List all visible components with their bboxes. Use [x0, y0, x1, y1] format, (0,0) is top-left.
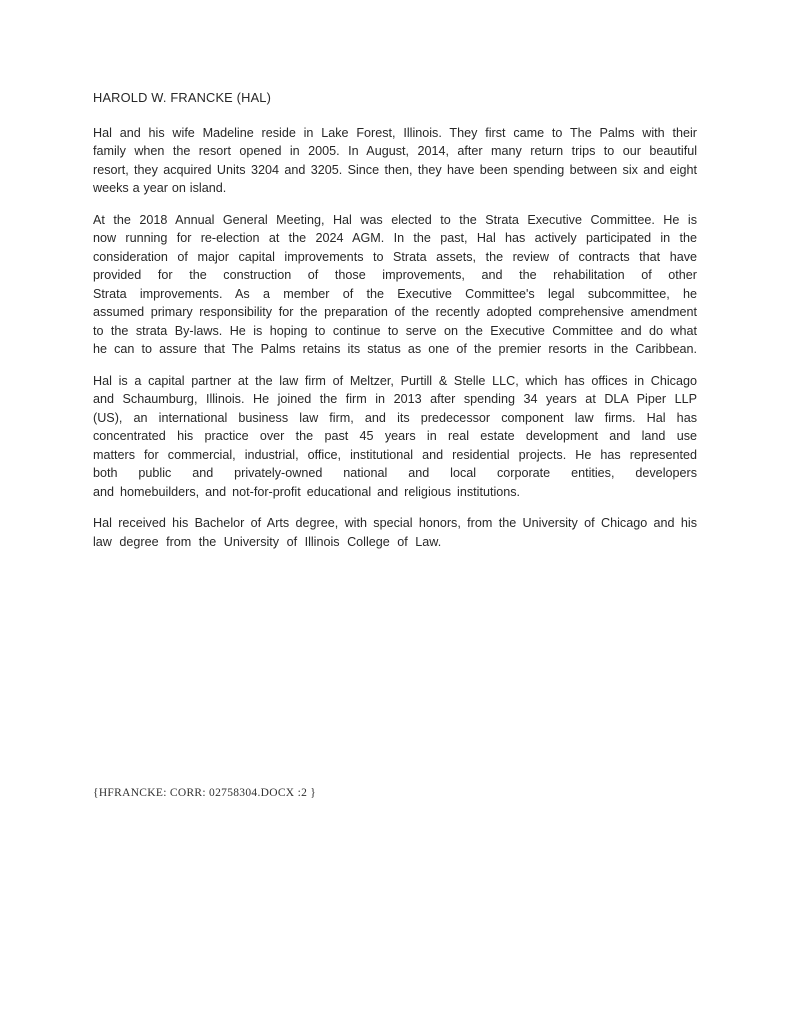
paragraph-committee — [93, 211, 697, 359]
text-line: Hal and his wife Madeline reside in Lake Forest, Illinois. They first came to The Palms with their — [93, 125, 697, 140]
text-line: At the 2018 Annual General Meeting, Hal was elected to the Strata Executive Committee. He is — [93, 212, 697, 227]
text-line: provided for the construction of those improvements, and the rehabilitation of other — [93, 268, 697, 282]
text-line: he can to assure that The Palms retains its status as one of the premier resorts in the Caribbean. — [93, 342, 697, 356]
text-line: weeks a year on island. — [93, 181, 227, 195]
text-line: law degree from the University of Illinois College of Law. — [93, 534, 442, 549]
text-line: concentrated his practice over the past 45 years in real estate development and land use — [93, 429, 697, 443]
text-line: both public and privately-owned national and local corporate entities, developers — [93, 466, 697, 480]
document-control-number: {HFRANCKE: CORR: 02758304.DOCX :2 } — [93, 787, 317, 799]
text-line: (US), an international business law firm, and its predecessor component law firms. Hal has — [93, 410, 697, 425]
paragraph-residence — [93, 124, 697, 198]
text-line: to the strata By-laws. He is hoping to continue to serve on the Executive Committee and do what — [93, 323, 697, 338]
text-line: assumed primary responsibility for the preparation of the recently adopted comprehensive amendment — [93, 305, 697, 319]
text-line: now running for re-election at the 2024 AGM. In the past, Hal has actively participated in the — [93, 231, 697, 245]
text-line: family when the resort opened in 2005. In August, 2014, after many return trips to our beautiful — [93, 144, 697, 158]
paragraph-education — [93, 514, 697, 551]
text-line: Strata improvements. As a member of the Executive Committee's legal subcommittee, he — [93, 286, 697, 301]
paragraph-career — [93, 372, 697, 502]
text-line: consideration of major capital improvements to Strata assets, the review of contracts that have — [93, 249, 697, 264]
text-line: Hal received his Bachelor of Arts degree, with special honors, from the University of Chicago and his — [93, 516, 697, 530]
document-title: HAROLD W. FRANCKE (HAL) — [93, 90, 272, 105]
text-line: Hal is a capital partner at the law firm of Meltzer, Purtill & Stelle LLC, which has offices in Chicago — [93, 373, 697, 388]
text-line: and homebuilders, and not-for-profit educational and religious institutions. — [93, 484, 521, 499]
text-line: resort, they acquired Units 3204 and 3205. Since then, they have been spending between six and eight — [93, 162, 697, 177]
text-line: matters for commercial, industrial, office, institutional and residential projects. He has represented — [93, 447, 697, 462]
text-line: and Schaumburg, Illinois. He joined the firm in 2013 after spending 34 years at DLA Piper LLP — [93, 392, 697, 406]
document-body — [93, 89, 697, 551]
